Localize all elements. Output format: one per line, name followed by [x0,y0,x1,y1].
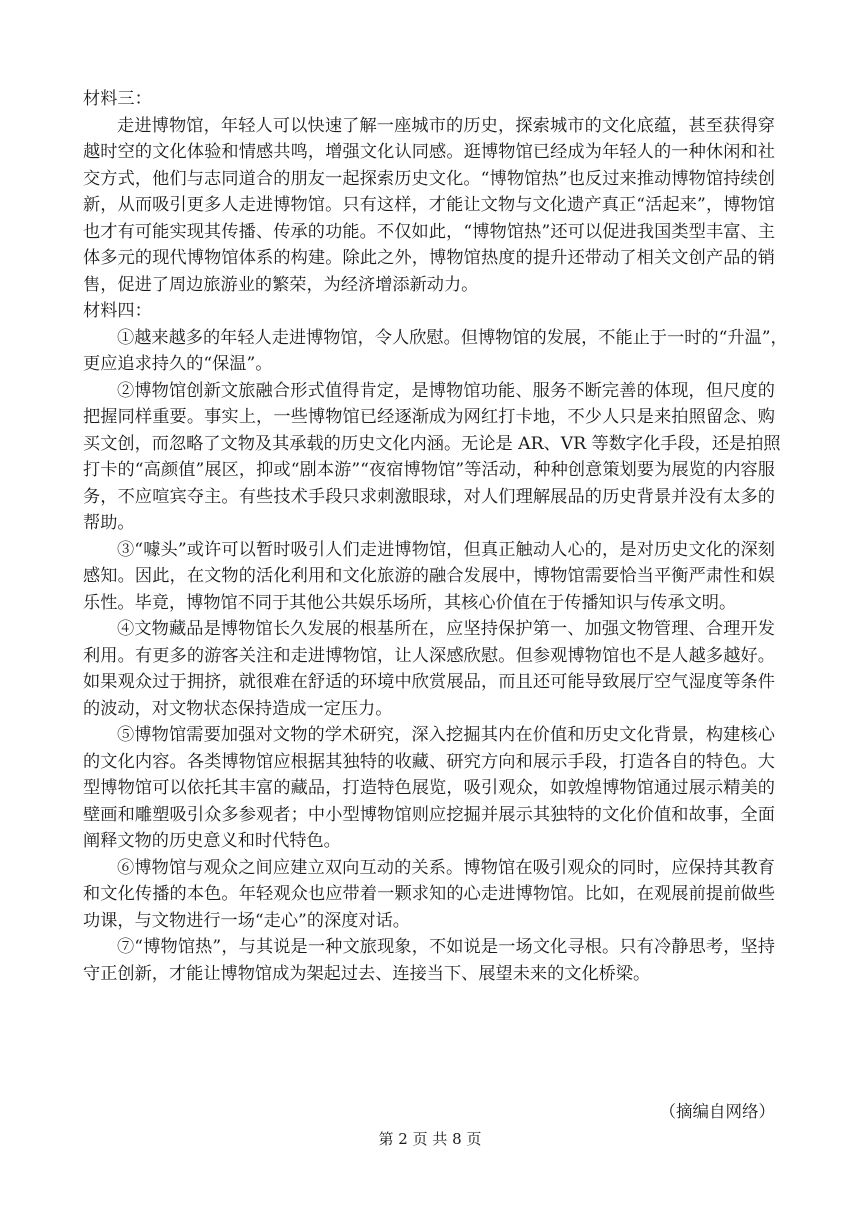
text-line: 务，不应喧宾夺主。有些技术手段只求刺激眼球，对人们理解展品的历史背景并没有太多的 [83,486,775,507]
text-line: 售，促进了周边旅游业的繁荣，为经济增添新动力。 [83,274,479,295]
text-line: 也才有可能实现其传播、传承的功能。不仅如此，“博物馆热”还可以促进我国类型丰富、主 [83,221,775,242]
text-line: 的文化内容。各类博物馆应根据其独特的收藏、研究方向和展示手段，打造各自的特色。大 [83,751,775,772]
material-4-paragraph-5 [83,722,775,855]
material-4-paragraph-2 [83,378,781,537]
text-line: 如果观众过于拥挤，就很难在舒适的环境中欣赏展品，而且还可能导致展厅空气湿度等条件 [83,672,775,692]
text-line: 体多元的现代博物馆体系的构建。除此之外，博物馆热度的提升还带动了相关文创产品的销 [83,248,775,268]
text-line: 型博物馆可以依托其丰富的藏品，打造特色展览，吸引观众，如敦煌博物馆通过展示精美的 [83,778,775,798]
text-line: 把握同样重要。事实上，一些博物馆已经逐渐成为网红打卡地，不少人只是来拍照留念、购 [83,407,775,427]
text-line: 利用。有更多的游客关注和走进博物馆，让人深感欣慰。但参观博物馆也不是人越多越好。 [83,645,775,666]
text-line: 阐释文物的历史意义和时代特色。 [83,831,341,851]
text-line: ②博物馆创新文旅融合形式值得肯定，是博物馆功能、服务不断完善的体现，但尺度的 [117,380,775,401]
text-line: 交方式，他们与志同道合的朋友一起探索历史文化。“博物馆热”也反过来推动博物馆持续创 [83,168,775,189]
material-4-heading: 材料四： [83,301,152,321]
document-body [83,86,788,987]
text-line: 感知。因此，在文物的活化利用和文化旅游的融合发展中，博物馆需要恰当平衡严肃性和娱 [83,566,775,586]
text-line: 打卡的“高颜值”展区，抑或“剧本游”“夜宿博物馆”等活动，种种创意策划要为展览的内容服 [83,460,775,480]
text-line: ③“噱头”或许可以暂时吸引人们走进博物馆，但真正触动人心的，是对历史文化的深刻 [117,539,775,560]
material-4-section [83,325,788,988]
text-line: 买文创，而忽略了文物及其承载的历史文化内涵。无论是 AR、VR 等数字化手段，还是拍照 [83,433,781,454]
material-4-paragraph-7 [83,934,775,987]
source-note: （摘编自网络） [659,1102,775,1121]
text-line: ⑤博物馆需要加强对文物的学术研究，深入挖掘其内在价值和历史文化背景，构建核心 [117,725,775,745]
text-line: ⑦“博物馆热”，与其说是一种文旅现象，不如说是一场文化寻根。只有冷静思考，坚持 [117,937,775,957]
material-4-paragraph-3 [83,537,775,617]
material-4-paragraph-4 [83,616,775,722]
text-line: 的波动，对文物状态保持造成一定压力。 [83,698,393,719]
text-line: 乐性。毕竟，博物馆不同于其他公共娱乐场所，其核心价值在于传播知识与传承文明。 [83,592,737,613]
text-line: ①越来越多的年轻人走进博物馆，令人欣慰。但博物馆的发展，不能止于一时的“升温”， [117,327,788,348]
text-line: 越时空的文化体验和情感共鸣，增强文化认同感。逛博物馆已经成为年轻人的一种休闲和社 [83,142,775,162]
text-line: 更应追求持久的“保温”。 [83,354,273,374]
text-line: 壁画和雕塑吸引众多参观者；中小型博物馆则应挖掘并展示其独特的文化价值和故事，全面 [83,804,775,825]
text-line: 帮助。 [83,513,135,533]
page-footer: 第 2 页 共 8 页 [378,1130,482,1148]
text-line: 新，从而吸引更多人走进博物馆。只有这样，才能让文物与文化遗产真正“活起来”，博物馆 [83,195,775,215]
text-line: 和文化传播的本色。年轻观众也应带着一颗求知的心走进博物馆。比如，在观展前提前做些 [83,884,775,904]
material-3-heading: 材料三： [83,89,152,109]
text-line: 守正创新，才能让博物馆成为架起过去、连接当下、展望未来的文化桥梁。 [83,963,651,984]
material-3-paragraph [83,113,775,299]
material-4-paragraph-6 [83,855,775,935]
text-line: 功课，与文物进行一场“走心”的深度对话。 [83,910,410,931]
text-line: 走进博物馆，年轻人可以快速了解一座城市的历史，探索城市的文化底蕴，甚至获得穿 [117,115,775,136]
material-4-paragraph-1 [83,325,788,378]
text-line: ④文物藏品是博物馆长久发展的根基所在，应坚持保护第一、加强文物管理、合理开发 [117,619,775,639]
text-line: ⑥博物馆与观众之间应建立双向互动的关系。博物馆在吸引观众的同时，应保持其教育 [117,857,775,878]
material-3-text [83,113,775,299]
